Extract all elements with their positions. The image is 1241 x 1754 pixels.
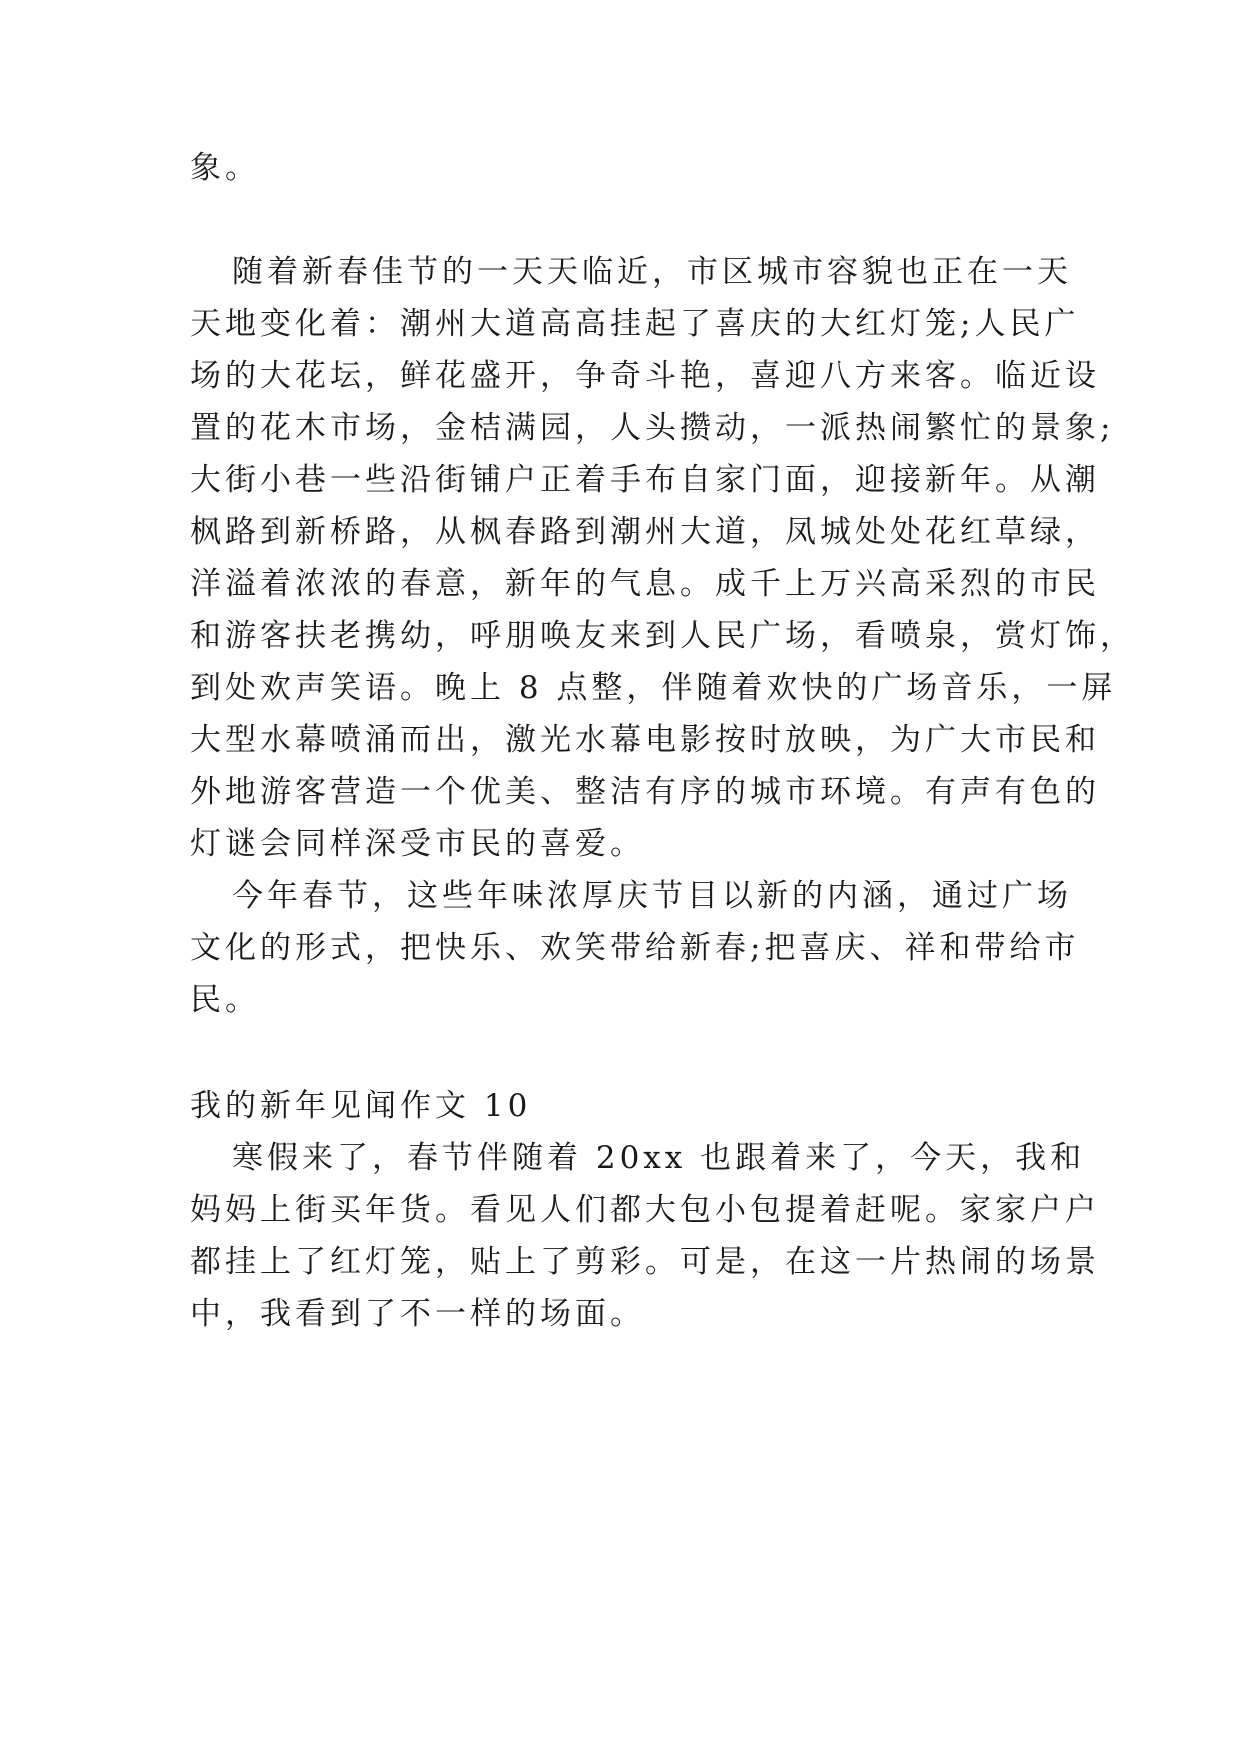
paragraph-1-line-8: 和游客扶老携幼，呼朋唤友来到人民广场，看喷泉，赏灯饰， [190,618,1135,654]
paragraph-1-line-12: 灯谜会同样深受市民的喜爱。 [190,826,645,862]
paragraph-2-line-3: 民。 [190,982,260,1018]
paragraph-2-line-2: 文化的形式，把快乐、欢笑带给新春;把喜庆、祥和带给市 [190,930,1080,966]
paragraph-2-line-1: 今年春节，这些年味浓厚庆节目以新的内涵，通过广场 [232,878,1072,914]
paragraph-1-line-11: 外地游客营造一个优美、整洁有序的城市环境。有声有色的 [190,774,1100,810]
paragraph-1-line-9: 到处欢声笑语。晚上 8 点整，伴随着欢快的广场音乐，一屏 [190,670,1117,706]
paragraph-1-line-2: 天地变化着：潮州大道高高挂起了喜庆的大红灯笼;人民广 [190,306,1080,342]
paragraph-1-line-5: 大街小巷一些沿街铺户正着手布自家门面，迎接新年。从潮 [190,462,1100,498]
paragraph-1-line-3: 场的大花坛，鲜花盛开，争奇斗艳，喜迎八方来客。临近设 [190,358,1100,394]
paragraph-1-line-4: 置的花木市场，金桔满园，人头攒动，一派热闹繁忙的景象; [190,410,1115,446]
paragraph-3-line-1: 寒假来了，春节伴随着 20xx 也跟着来了，今天，我和 [232,1140,1086,1176]
paragraph-1-line-1: 随着新春佳节的一天天临近，市区城市容貌也正在一天 [232,254,1072,290]
paragraph-3-line-2: 妈妈上街买年货。看见人们都大包小包提着赶呢。家家户户 [190,1192,1100,1228]
text-line-1: 象。 [190,150,260,186]
paragraph-3-line-4: 中，我看到了不一样的场面。 [190,1296,645,1332]
section-title: 我的新年见闻作文 10 [190,1088,532,1124]
paragraph-1-line-7: 洋溢着浓浓的春意，新年的气息。成千上万兴高采烈的市民 [190,566,1100,602]
paragraph-3-line-3: 都挂上了红灯笼，贴上了剪彩。可是，在这一片热闹的场景 [190,1244,1100,1280]
paragraph-1-line-10: 大型水幕喷涌而出，激光水幕电影按时放映，为广大市民和 [190,722,1100,758]
paragraph-1-line-6: 枫路到新桥路，从枫春路到潮州大道，凤城处处花红草绿， [190,514,1100,550]
